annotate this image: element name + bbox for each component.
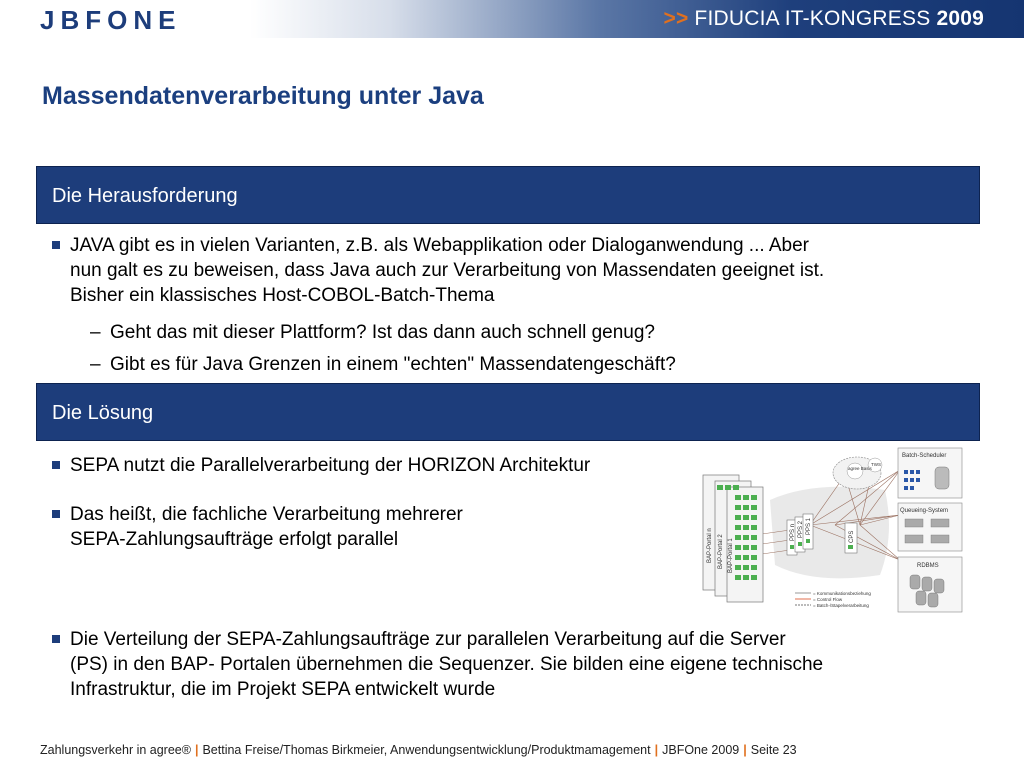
bullet-item — [52, 502, 612, 552]
footer-page-number: Seite 23 — [750, 743, 797, 757]
svg-text:RDBMS: RDBMS — [917, 563, 939, 569]
sub-bullet-text: Gibt es für Java Grenzen in einem "echten" Massendatengeschäft? — [110, 354, 676, 375]
sub-bullet-item — [90, 352, 676, 377]
bullet-text: Das heißt, die fachliche Verarbeitung mehrerer SEPA-Zahlungsaufträge erfolgt parallel — [70, 504, 463, 550]
footer-event: JBFOne 2009 — [662, 743, 740, 757]
bullet-item — [52, 453, 712, 478]
footer-separator: | — [654, 743, 659, 757]
svg-text:Queueing-System: Queueing-System — [900, 508, 949, 514]
portal-2-label: BAP-Portal 2 — [718, 534, 724, 569]
rdbms-box — [898, 557, 962, 612]
bullet-text: SEPA nutzt die Parallelverarbeitung der HORIZON Architektur — [70, 455, 591, 476]
portal-n-label: BAP-Portal n — [707, 528, 713, 563]
agree-basis-label: agree Basis — [848, 466, 872, 471]
bullet-square-icon — [52, 461, 60, 469]
congress-name: FIDUCIA IT-KONGRESS — [694, 7, 931, 30]
bullet-square-icon — [52, 241, 60, 249]
footer-separator: | — [743, 743, 747, 757]
bullet-square-icon — [52, 635, 60, 643]
footer-separator: | — [194, 743, 199, 757]
footer — [40, 743, 797, 757]
section-heading: Die Herausforderung — [52, 185, 238, 207]
logo-text: JBFONE — [40, 6, 182, 34]
footer-authors: Bettina Freise/Thomas Birkmeier, Anwendungsentwicklung/Produktmamagement — [202, 743, 651, 757]
svg-text:= Batch-/Stapelverarbeitung: = Batch-/Stapelverarbeitung — [813, 603, 869, 608]
congress-arrows: >> — [663, 7, 689, 30]
svg-text:= Control Flow: = Control Flow — [813, 597, 843, 602]
tws-label: TWS — [871, 462, 881, 467]
section-heading: Die Lösung — [52, 402, 154, 424]
section-heading-bar — [36, 166, 980, 224]
footer-topic: Zahlungsverkehr in agree® — [40, 743, 191, 757]
svg-text:= Kommunikationsbeziehung: = Kommunikationsbeziehung — [813, 591, 871, 596]
sub-bullet-item — [90, 320, 655, 345]
top-banner — [0, 0, 1024, 40]
batch-scheduler-box — [898, 448, 962, 498]
agree-basis-cloud — [833, 457, 882, 489]
congress-year: 2009 — [936, 7, 984, 30]
bullet-text: Die Verteilung der SEPA-Zahlungsaufträge zur parallelen Verarbeitung auf die Server (PS) in den BAP- Portalen übernehmen die Sequenzer. Sie bilden eine eigene technische Infrastruktur, die im Projekt SEPA entwickelt wurde — [70, 629, 824, 700]
svg-text:Batch-Scheduler: Batch-Scheduler — [902, 453, 947, 459]
bullet-square-icon — [52, 510, 60, 518]
queueing-system-box — [898, 503, 962, 551]
pps-1-label: PPS 1 — [806, 517, 812, 535]
dash-icon: – — [90, 322, 101, 343]
portal-1-label: BAP-Portal 1 — [728, 538, 734, 573]
pps-n-label: PPS n — [790, 523, 796, 541]
bullet-item — [52, 233, 972, 308]
section-heading-bar — [36, 383, 980, 441]
bullet-text: JAVA gibt es in vielen Varianten, z.B. als Webapplikation oder Dialoganwendung ... Aber nun galt es zu beweisen, dass Java auch zur Verarbeitung von Massendaten geeignet ist. Bisher ein klassisches Host-COBOL-Batch-Thema — [70, 235, 825, 306]
diagram-legend — [795, 591, 871, 608]
page-title: Massendatenverarbeitung unter Java — [42, 82, 484, 110]
sub-bullet-text: Geht das mit dieser Plattform? Ist das dann auch schnell genug? — [110, 322, 655, 343]
cps-label: CPS — [849, 530, 855, 543]
pps-2-label: PPS 2 — [798, 520, 804, 538]
bap-portal-stack — [703, 475, 763, 602]
bullet-item — [52, 627, 982, 702]
congress-title — [663, 7, 984, 31]
dash-icon: – — [90, 354, 101, 375]
jbfone-logo — [40, 6, 210, 34]
architecture-diagram — [695, 445, 965, 615]
